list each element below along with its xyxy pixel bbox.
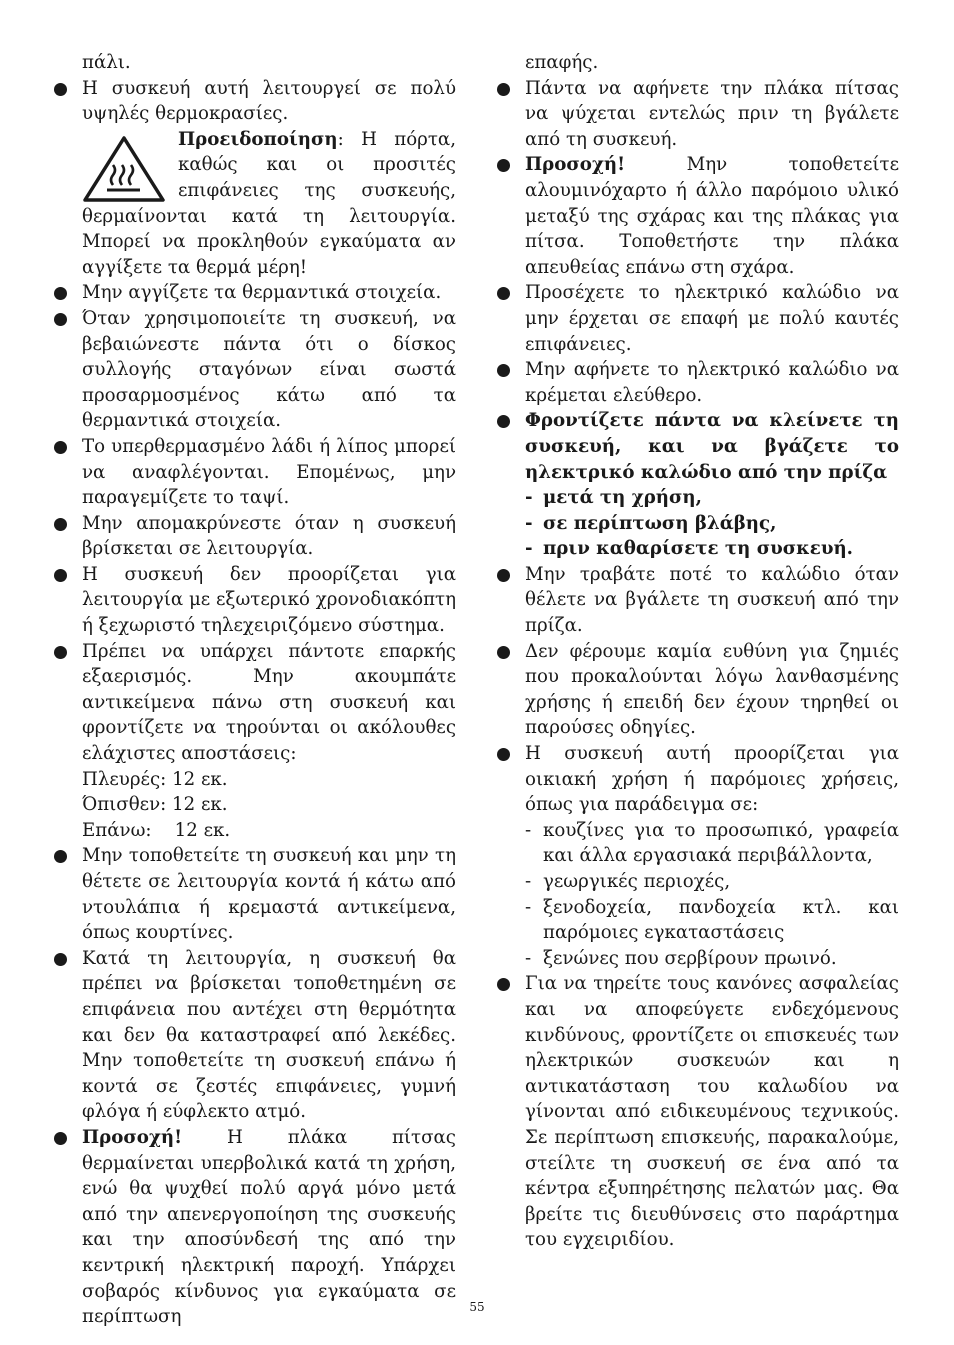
- item-text: Μην τραβάτε ποτέ το καλώδιο όταν θέλετε να βγάλετε τη συσκευή από την πρίζα.: [525, 563, 899, 637]
- caution-label: Προσοχή!: [82, 1126, 183, 1148]
- list-item: [82, 76, 456, 127]
- bullet-dot: [54, 1132, 67, 1145]
- item-text: Πάντα να αφήνετε την πλάκα πίτσας να ψύχεται εντελώς πριν τη βγάλετε από τη συσκευή.: [525, 77, 899, 150]
- item-text: Η πλάκα πίτσας θερμαίνεται υπερβολικά κατά τη χρήση, ενώ θα ψυχθεί πολύ αργά μόνο μετά από την απενεργοποίηση της συσκευής και την αποσύνδεσή της από την κεντρική ηλεκτρική παροχή. Υπάρχει σοβαρός κίνδυνος για εγκαύματα σε περίπτωση: [82, 1126, 456, 1328]
- warning-text: : Η πόρτα, καθώς και οι προσιτές επιφάνειες της συσκευής, θερμαίνονται κατά τη λειτουργία. Μπορεί να προκληθούν εγκαύματα αν αγγίξετε τα θερμά μέρη!: [82, 128, 456, 278]
- sub-item-text: γεωργικές περιοχές,: [543, 871, 731, 892]
- dash-mark: -: [525, 487, 533, 509]
- sub-item: [525, 946, 899, 972]
- item-text: Για να τηρείτε τους κανόνες ασφαλείας και να αποφεύγετε ενδεχόμενους κινδύνους, φροντίζετε οι επισκευές των ηλεκτρικών συσκευών και η αντικατάσταση του καλωδίου να γίνονται από ειδικευμένους τεχνικούς. Σε περίπτωση επισκευής, παρακαλούμε, στείλτε τη συσκευή σε ένα από τα κέντρα εξυπηρέτησης πελατών μας. Θα βρείτε τις διευθύνσεις στο παράρτημα του εγχειριδίου.: [525, 973, 899, 1251]
- bullet-dot: [54, 83, 67, 96]
- bullet-dot: [54, 287, 67, 300]
- left-column: [82, 50, 456, 1330]
- list-item: [525, 408, 899, 485]
- item-text: Φροντίζετε πάντα να κλείνετε τη συσκευή, και να βγάζετε το ηλεκτρικό καλώδιο από την πρίζα: [525, 410, 899, 483]
- list-item: [82, 843, 456, 945]
- list-item: [525, 76, 899, 153]
- distance-sides: Πλευρές: 12 εκ.: [82, 768, 228, 790]
- caution-label: Προσοχή!: [525, 154, 626, 176]
- item-text: Μην τοποθετείτε τη συσκευή και μην τη θέτετε σε λειτουργία κοντά ή κάτω από ντουλάπια ή κρεμαστά αντικείμενα, όπως κουρτίνες.: [82, 845, 456, 944]
- bullet-dot: [54, 313, 67, 326]
- bullet-dot: [497, 83, 510, 96]
- dash-mark: -: [525, 896, 532, 918]
- page-number: 55: [469, 1300, 485, 1314]
- sub-item: [525, 511, 899, 537]
- bullet-dot: [497, 287, 510, 300]
- list-item: [525, 562, 899, 639]
- list-item: [525, 971, 899, 1253]
- dash-mark: -: [525, 538, 533, 560]
- list-item: [82, 946, 456, 1125]
- item-text: Όταν χρησιμοποιείτε τη συσκευή, να βεβαιώνεστε πάντα ότι ο δίσκος συλλογής σταγόνων είναι σωστά προσαρμοσμένος κάτω από τα θερμαντικά στοιχεία.: [82, 307, 456, 432]
- item-text: Μην αφήνετε το ηλεκτρικό καλώδιο να κρέμεται ελεύθερο.: [525, 359, 899, 406]
- list-item: [82, 434, 456, 511]
- bullet-dot: [54, 646, 67, 659]
- distance-top: Επάνω: 12 εκ.: [82, 819, 231, 841]
- right-column: [525, 50, 899, 1253]
- sub-item-text: ξενοδοχεία, πανδοχεία κτλ. και παρόμοιες εγκαταστάσεις: [543, 896, 899, 944]
- item-text: Μην αγγίζετε τα θερμαντικά στοιχεία.: [82, 282, 442, 304]
- list-item: [525, 639, 899, 741]
- sub-item: [525, 895, 899, 946]
- bullet-dot: [54, 850, 67, 863]
- item-text: Το υπερθερμασμένο λάδι ή λίπος μπορεί να αναφλέγονται. Επομένως, μην παραγεμίζετε το ταψί.: [82, 435, 456, 509]
- warning-block: [82, 127, 456, 281]
- bullet-dot: [54, 569, 67, 582]
- bullet-dot: [54, 518, 67, 531]
- continuation-text: πάλι.: [82, 52, 131, 73]
- distance-back: Όπισθεν: 12 εκ.: [82, 794, 228, 816]
- hot-surface-warning-icon: [82, 135, 166, 203]
- list-item: [82, 1125, 456, 1330]
- sub-item: [525, 536, 899, 562]
- sub-item-text: ξενώνες που σερβίρουν πρωινό.: [543, 947, 837, 969]
- list-item: [525, 357, 899, 408]
- item-text: Μην απομακρύνεστε όταν η συσκευή βρίσκεται σε λειτουργία.: [82, 512, 456, 560]
- warning-label: Προειδοποίηση: [178, 128, 338, 150]
- item-text: Μην τοποθετείτε αλουμινόχαρτο ή άλλο παρόμοιο υλικό μεταξύ της σχάρας και της πλάκας για πίτσα. Τοποθετήστε την πλάκα απευθείας επάνω στη σχάρα.: [525, 154, 899, 278]
- bullet-dot: [497, 978, 510, 991]
- bullet-dot: [54, 441, 67, 454]
- dash-mark: -: [525, 819, 532, 841]
- item-text: Πρέπει να υπάρχει πάντοτε επαρκής εξαερισμός. Μην ακουμπάτε αντικείμενα πάνω στη συσκευή και φροντίζετε να τηρούνται οι ακόλουθες ελάχιστες αποστάσεις:: [82, 640, 456, 765]
- item-text: Προσέχετε το ηλεκτρικό καλώδιο να μην έρχεται σε επαφή με πολύ καυτές επιφάνειες.: [525, 282, 899, 355]
- sub-item: [525, 485, 899, 511]
- sub-item-text: κουζίνες για το προσωπικό, γραφεία και άλλα εργασιακά περιβάλλοντα,: [543, 819, 899, 867]
- sub-item: [525, 869, 899, 895]
- item-text: Δεν φέρουμε καμία ευθύνη για ζημιές που προκαλούνται λόγω λανθασμένης χρήσης ή επειδή δεν έχουν τηρηθεί οι παρούσες οδηγίες.: [525, 640, 899, 739]
- item-text: Κατά τη λειτουργία, η συσκευή θα πρέπει να βρίσκεται τοποθετημένη σε επιφάνεια που αντέχει στη θερμότητα και δεν θα καταστραφεί από λεκέδες. Μην τοποθετείτε τη συσκευή επάνω ή κοντά σε ζεστές επιφάνειες, γυμνή φλόγα ή εύφλεκτο ατμό.: [82, 947, 456, 1123]
- bullet-dot: [497, 569, 510, 582]
- list-item: [82, 280, 456, 306]
- bullet-dot: [54, 953, 67, 966]
- list-item: [82, 511, 456, 562]
- sub-item-text: πριν καθαρίσετε τη συσκευή.: [543, 538, 853, 560]
- item-text: Η συσκευή αυτή προορίζεται για οικιακή χρήση ή παρόμοιες χρήσεις, όπως για παράδειγμα σε:: [525, 743, 899, 816]
- bullet-dot: [497, 364, 510, 377]
- list-item: [82, 306, 456, 434]
- bullet-dot: [497, 415, 510, 428]
- list-item: [525, 152, 899, 280]
- item-text: Η συσκευή αυτή λειτουργεί σε πολύ υψηλές θερμοκρασίες.: [82, 77, 456, 125]
- list-item: [525, 741, 899, 818]
- sub-item-text: σε περίπτωση βλάβης,: [543, 512, 777, 534]
- dash-mark: -: [525, 512, 533, 534]
- list-item: [525, 280, 899, 357]
- sub-item: [525, 818, 899, 869]
- list-item: [82, 562, 456, 639]
- continuation-text: επαφής.: [525, 52, 599, 73]
- bullet-dot: [497, 748, 510, 761]
- item-text: Η συσκευή δεν προορίζεται για λειτουργία με εξωτερικό χρονοδιακόπτη ή ξεχωριστό τηλεχειριζόμενο σύστημα.: [82, 563, 456, 637]
- dash-mark: -: [525, 947, 532, 969]
- sub-item-text: μετά τη χρήση,: [543, 487, 702, 509]
- bullet-dot: [497, 159, 510, 172]
- bullet-dot: [497, 646, 510, 659]
- dash-mark: -: [525, 871, 532, 892]
- list-item: [82, 639, 456, 767]
